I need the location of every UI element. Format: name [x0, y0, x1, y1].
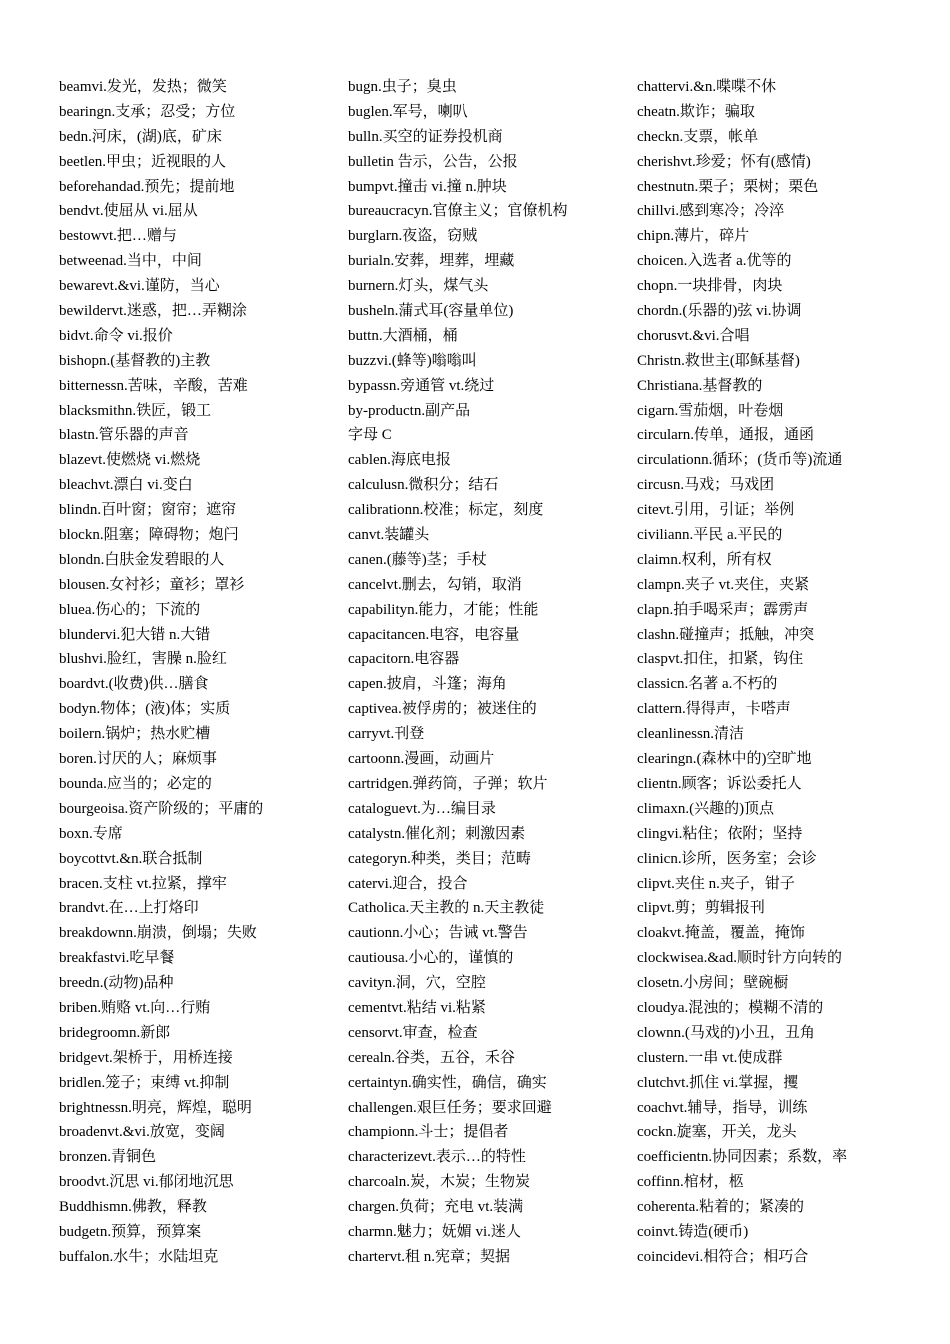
vocab-entry: bearingn.支承；忍受；方位: [59, 103, 236, 120]
vocab-entry: burglarn.夜盗，窃贼: [348, 228, 478, 245]
vocab-entry: bodyn.物体；(液)体；实质: [59, 701, 231, 718]
vocab-entry: clockwisea.&ad.顺时针方向转的: [637, 950, 842, 967]
vocab-entry: catalystn.催化剂；刺激因素: [348, 825, 526, 842]
vocab-entry: cartridgen.弹药筒，子弹；软片: [348, 775, 548, 792]
vocab-column-2: [348, 75, 628, 1270]
vocab-entry: buffalon.水牛；水陆坦克: [59, 1248, 219, 1265]
vocab-entry: claspvt.扣住，扣紧，钩住: [637, 651, 804, 668]
vocab-entry: buglen.军号，喇叭: [348, 103, 468, 120]
vocab-entry: blondn.白肤金发碧眼的人: [59, 551, 225, 568]
vocab-entry: bulletin 告示，公告，公报: [348, 153, 518, 170]
vocab-entry: cherishvt.珍爱；怀有(感情): [637, 153, 811, 170]
vocab-entry: clashn.碰撞声；抵触，冲突: [637, 626, 815, 643]
vocab-entry: bridegroomn.新郎: [59, 1024, 171, 1041]
vocab-entry: canen.(藤等)茎；手杖: [348, 551, 487, 568]
vocab-entry: circulationn.循环；(货币等)流通: [637, 452, 843, 469]
vocab-entry: charcoaln.炭，木炭；生物炭: [348, 1174, 531, 1191]
vocab-entry: clustern.一串 vt.使成群: [637, 1049, 783, 1066]
vocab-entry: boilern.锅炉；热水贮槽: [59, 726, 211, 743]
vocab-entry: coincidevi.相符合；相巧合: [637, 1248, 809, 1265]
vocab-entry: blindn.百叶窗；窗帘；遮帘: [59, 502, 237, 519]
vocab-entry: chordn.(乐器的)弦 vi.协调: [637, 303, 802, 320]
vocab-entry: cleanlinessn.清洁: [637, 726, 745, 743]
vocab-entry: bestowvt.把…赠与: [59, 228, 177, 245]
vocab-entry: bishopn.(基督教的)主教: [59, 352, 211, 369]
vocab-entry: claimn.权利，所有权: [637, 551, 772, 568]
vocab-entry: capabilityn.能力，才能；性能: [348, 601, 539, 618]
vocab-entry: blazevt.使燃烧 vi.燃烧: [59, 452, 201, 469]
vocab-entry: buttn.大酒桶，桶: [348, 327, 458, 344]
vocab-entry: broodvt.沉思 vi.郁闭地沉思: [59, 1174, 234, 1191]
vocab-entry: cataloguevt.为…编目录: [348, 800, 496, 817]
vocab-entry: boycottvt.&n.联合抵制: [59, 850, 203, 867]
vocab-entry: bronzen.青铜色: [59, 1149, 157, 1166]
vocab-entry: Catholica.天主教的 n.天主教徒: [348, 900, 545, 917]
vocab-entry: 字母 C: [348, 427, 392, 444]
vocab-entry: bluea.伤心的；下流的: [59, 601, 201, 618]
vocab-entry: busheln.蒲式耳(容量单位): [348, 303, 514, 320]
vocab-entry: betweenad.当中，中间: [59, 253, 202, 270]
vocab-entry: canvt.装罐头: [348, 527, 430, 544]
vocab-entry: blastn.管乐器的声音: [59, 427, 189, 444]
vocab-entry: cancelvt.删去，勾销，取消: [348, 576, 522, 593]
vocab-entry: cavityn.洞，穴，空腔: [348, 975, 486, 992]
vocab-entry: boren.讨厌的人；麻烦事: [59, 751, 217, 768]
vocab-entry: bewildervt.迷惑，把…弄糊涂: [59, 303, 247, 320]
vocab-entry: capacitancen.电容，电容量: [348, 626, 520, 643]
vocab-entry: coachvt.辅导，指导，训练: [637, 1099, 808, 1116]
vocab-entry: bounda.应当的；必定的: [59, 775, 212, 792]
vocab-entry: carryvt.刊登: [348, 726, 425, 743]
vocab-entry: climaxn.(兴趣的)顶点: [637, 800, 775, 817]
vocab-entry: cautionn.小心；告诫 vt.警告: [348, 925, 528, 942]
vocab-entry: charmn.魅力；妩媚 vi.迷人: [348, 1223, 521, 1240]
vocab-entry: bureaucracyn.官僚主义；官僚机构: [348, 203, 568, 220]
vocab-entry: chopn.一块排骨，肉块: [637, 278, 783, 295]
vocab-entry: clinicn.诊所，医务室；会诊: [637, 850, 817, 867]
vocab-entry: circusn.马戏；马戏团: [637, 477, 775, 494]
vocab-entry: breakdownn.崩溃，倒塌；失败: [59, 925, 257, 942]
vocab-entry: blacksmithn.铁匠，锻工: [59, 402, 212, 419]
vocab-entry: coffinn.棺材，柩: [637, 1174, 744, 1191]
vocab-entry: categoryn.种类，类目；范畴: [348, 850, 531, 867]
vocab-entry: clingvi.粘住；依附；坚持: [637, 825, 803, 842]
vocab-column-1: [59, 75, 339, 1270]
vocab-entry: bridgevt.架桥于，用桥连接: [59, 1049, 233, 1066]
vocab-entry: cloakvt.掩盖，覆盖，掩饰: [637, 925, 805, 942]
vocab-entry: chillvi.感到寒冷；冷淬: [637, 203, 785, 220]
vocab-entry: clutchvt.抓住 vi.掌握，攫: [637, 1074, 799, 1091]
vocab-entry: blockn.阻塞；障碍物；炮闩: [59, 527, 239, 544]
vocab-entry: bracen.支柱 vt.拉紧，撑牢: [59, 875, 227, 892]
vocab-entry: catervi.迎合，投合: [348, 875, 468, 892]
vocab-entry: buzzvi.(蜂等)嗡嗡叫: [348, 352, 477, 369]
vocab-entry: calibrationn.校准；标定，刻度: [348, 502, 544, 519]
vocab-entry: chipn.薄片，碎片: [637, 228, 750, 245]
vocab-entry: captivea.被俘虏的；被迷住的: [348, 701, 537, 718]
vocab-entry: bitternessn.苦味，辛酸，苦难: [59, 377, 248, 394]
vocab-entry: bedn.河床，(湖)底，矿床: [59, 128, 222, 145]
vocab-entry: censorvt.审查，检查: [348, 1024, 478, 1041]
vocab-entry: coherenta.粘着的；紧凑的: [637, 1199, 805, 1216]
vocab-entry: bulln.买空的证券投机商: [348, 128, 503, 145]
vocab-entry: clearingn.(森林中的)空旷地: [637, 751, 812, 768]
vocab-entry: by-productn.副产品: [348, 402, 471, 419]
vocab-entry: beetlen.甲虫；近视眼的人: [59, 153, 227, 170]
vocab-entry: circularn.传单，通报，通函: [637, 427, 815, 444]
vocab-entry: boardvt.(收费)供…膳食: [59, 676, 209, 693]
vocab-entry: broadenvt.&vi.放宽，变阔: [59, 1124, 225, 1141]
vocab-entry: capen.披肩，斗篷；海角: [348, 676, 507, 693]
vocab-entry: civiliann.平民 a.平民的: [637, 527, 783, 544]
vocab-entry: clownn.(马戏的)小丑，丑角: [637, 1024, 815, 1041]
vocab-entry: boxn.专席: [59, 825, 123, 842]
vocab-entry: chargen.负荷；充电 vt.装满: [348, 1199, 524, 1216]
vocab-entry: breakfastvi.吃早餐: [59, 950, 175, 967]
vocab-entry: Buddhismn.佛教，释教: [59, 1199, 207, 1216]
vocab-entry: coinvt.铸造(硬币): [637, 1223, 749, 1240]
vocab-entry: burnern.灯头，煤气头: [348, 278, 489, 295]
vocab-entry: coefficientn.协同因素；系数，率: [637, 1149, 848, 1166]
vocab-entry: cautiousa.小心的，谨慎的: [348, 950, 514, 967]
vocab-entry: bumpvt.撞击 vi.撞 n.肿块: [348, 178, 507, 195]
vocab-entry: beforehandad.预先；提前地: [59, 178, 235, 195]
vocab-entry: blousen.女衬衫；童衫；罩衫: [59, 576, 245, 593]
vocab-entry: chattervi.&n.喋喋不休: [637, 79, 777, 95]
vocab-entry: clattern.得得声，卡嗒声: [637, 701, 791, 718]
vocab-entry: Christn.救世主(耶稣基督): [637, 352, 800, 369]
vocab-entry: bewarevt.&vi.谨防，当心: [59, 278, 220, 295]
vocab-entry: brightnessn.明亮，辉煌，聪明: [59, 1099, 252, 1116]
vocab-entry: championn.斗士；提倡者: [348, 1124, 509, 1141]
vocab-entry: classicn.名著 a.不朽的: [637, 676, 778, 693]
vocab-entry: certaintyn.确实性，确信，确实: [348, 1074, 547, 1091]
vocab-entry: cartoonn.漫画，动画片: [348, 751, 495, 768]
vocab-column-3: [637, 75, 937, 1270]
vocab-entry: cloudya.混浊的；模糊不清的: [637, 999, 824, 1016]
vocab-entry: cheatn.欺诈；骗取: [637, 103, 755, 120]
vocab-entry: bourgeoisa.资产阶级的；平庸的: [59, 800, 264, 817]
vocab-entry: brandvt.在…上打烙印: [59, 900, 199, 917]
vocab-entry: checkn.支票，帐单: [637, 128, 759, 145]
vocab-entry: blundervi.犯大错 n.大错: [59, 626, 211, 643]
vocab-entry: blushvi.脸红，害臊 n.脸红: [59, 651, 227, 668]
vocab-entry: chestnutn.栗子；栗树；栗色: [637, 178, 819, 195]
vocab-entry: cementvt.粘结 vi.粘紧: [348, 999, 486, 1016]
vocab-entry: citevt.引用，引证；举例: [637, 502, 795, 519]
vocab-entry: bidvt.命令 vi.报价: [59, 327, 173, 344]
vocab-entry: calculusn.微积分；结石: [348, 477, 499, 494]
vocab-entry: challengen.艰巨任务；要求回避: [348, 1099, 552, 1116]
vocab-entry: cigarn.雪茄烟，叶卷烟: [637, 402, 784, 419]
vocab-entry: Christiana.基督教的: [637, 377, 763, 394]
vocab-entry: burialn.安葬，埋葬，埋藏: [348, 253, 515, 270]
vocabulary-page: [0, 75, 950, 1275]
vocab-entry: beamvi.发光，发热；微笑: [59, 79, 227, 95]
vocab-entry: cockn.旋塞，开关，龙头: [637, 1124, 797, 1141]
vocab-entry: capacitorn.电容器: [348, 651, 460, 668]
vocab-entry: closetn.小房间；壁碗橱: [637, 975, 789, 992]
vocab-entry: budgetn.预算，预算案: [59, 1223, 202, 1240]
vocab-entry: choicen.入选者 a.优等的: [637, 253, 792, 270]
vocab-entry: cerealn.谷类，五谷，禾谷: [348, 1049, 516, 1066]
vocab-entry: briben.贿赂 vt.向…行贿: [59, 999, 211, 1016]
vocab-entry: bugn.虫子；臭虫: [348, 79, 457, 95]
vocab-entry: chartervt.租 n.宪章；契据: [348, 1248, 511, 1265]
vocab-entry: bypassn.旁通管 vt.绕过: [348, 377, 495, 394]
vocab-entry: clientn.顾客；诉讼委托人: [637, 775, 802, 792]
vocab-entry: bleachvt.漂白 vi.变白: [59, 477, 193, 494]
vocab-entry: cablen.海底电报: [348, 452, 451, 469]
vocab-entry: clapn.拍手喝采声；霹雳声: [637, 601, 809, 618]
vocab-entry: bridlen.笼子；束缚 vt.抑制: [59, 1074, 230, 1091]
vocab-entry: bendvt.使屈从 vi.屈从: [59, 203, 198, 220]
vocab-entry: clampn.夹子 vt.夹住，夹紧: [637, 576, 810, 593]
vocab-entry: clipvt.夹住 n.夹子，钳子: [637, 875, 795, 892]
vocab-entry: characterizevt.表示…的特性: [348, 1149, 526, 1166]
vocab-entry: chorusvt.&vi.合唱: [637, 327, 750, 344]
vocab-entry: clipvt.剪；剪辑报刊: [637, 900, 765, 917]
vocab-entry: breedn.(动物)品种: [59, 975, 174, 992]
